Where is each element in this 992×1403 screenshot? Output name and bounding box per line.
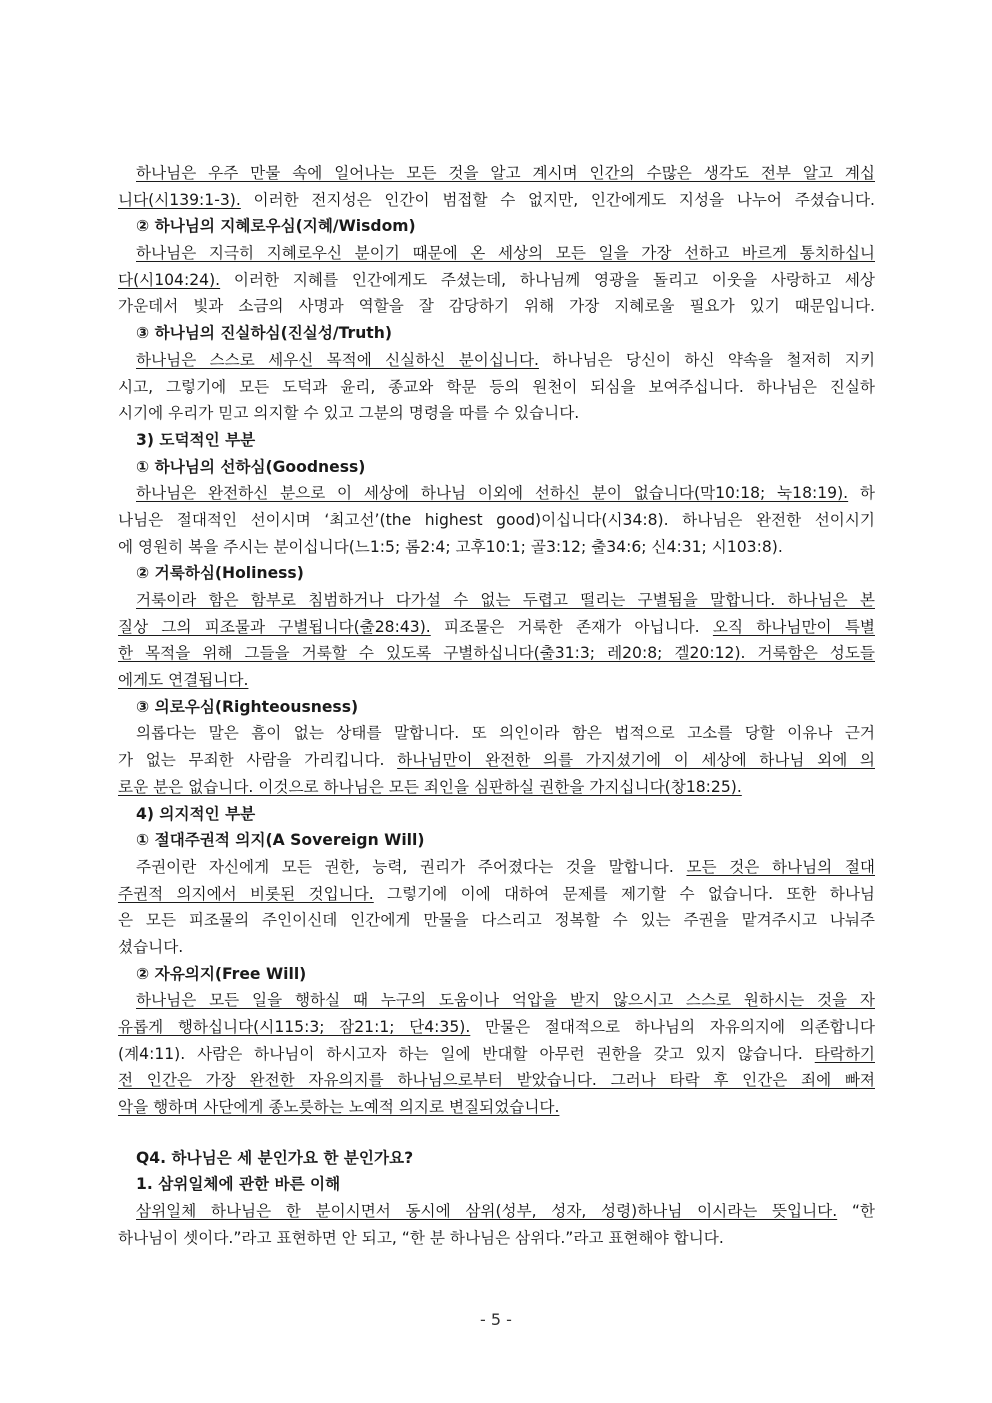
body-text: 그렇기에 이에 대하여 문제를 제기할 수 없습니다. 또한 하나님 xyxy=(373,884,875,903)
underlined-text: 에게도 연결됩니다. xyxy=(118,671,249,690)
paragraph-line xyxy=(118,347,875,374)
underlined-text: 질상 그의 피조물과 구별됩니다(출28:43). xyxy=(118,617,431,636)
underlined-text: 다(시104:24). xyxy=(118,270,221,289)
body-text: 가 없는 무죄한 사람을 가리킵니다. xyxy=(118,751,398,770)
section-spacer xyxy=(118,1121,875,1145)
paragraph-line xyxy=(118,1094,875,1121)
paragraph-line xyxy=(118,1041,875,1068)
body-text: 하나님은 당신이 하신 약속을 철저히 지키 xyxy=(538,350,876,369)
underlined-text: 하나님은 스스로 세우신 목적에 신실하신 분이십니다. xyxy=(136,350,539,369)
paragraph-line: 시고, 그렇기에 모든 도덕과 윤리, 종교와 학문 등의 원천이 되심을 보여주십니다. 하나님은 진실하 xyxy=(118,377,875,396)
underlined-text: 하나님은 모든 일을 행하실 때 누구의 도움이나 억압을 받지 않으시고 스스로 원하시는 것을 자 xyxy=(136,991,875,1010)
paragraph-line: 의롭다는 말은 흠이 없는 상태를 말합니다. 또 의인이라 함은 법적으로 고소를 당할 이유나 근거 xyxy=(136,724,875,743)
underlined-text: 타락하기 xyxy=(814,1044,875,1063)
document-body xyxy=(118,160,875,1252)
paragraph-line xyxy=(118,1014,875,1041)
paragraph-line: 가운데서 빛과 소금의 사명과 역할을 잘 감당하기 위해 가장 지혜로울 필요가 있기 때문입니다. xyxy=(118,297,875,316)
question-heading: Q4. 하나님은 세 분인가요 한 분인가요? xyxy=(136,1148,414,1167)
paragraph-line xyxy=(118,854,875,881)
paragraph-line xyxy=(118,881,875,908)
paragraph-line xyxy=(118,267,875,294)
paragraph-line xyxy=(118,987,875,1014)
paragraph-line: 나님은 절대적인 선이시며 ‘최고선’(the highest good)이십니다(시34:8). 하나님은 완전한 선이시기 xyxy=(118,510,875,529)
section-heading: 3) 도덕적인 부분 xyxy=(136,430,256,449)
underlined-text: 거룩이라 함은 함부로 침범하거나 다가설 수 없는 두렵고 떨리는 구별됨을 말합니다. 하나님은 본 xyxy=(136,591,875,609)
section-heading: 4) 의지적인 부분 xyxy=(136,804,256,823)
paragraph-line: 시기에 우리가 믿고 의지할 수 있고 그분의 명령을 따를 수 있습니다. xyxy=(118,404,580,423)
paragraph-line: 하나님이 셋이다.”라고 표현하면 안 되고, “한 분 하나님은 삼위다.”라고 표현해야 합니다. xyxy=(118,1228,724,1247)
underlined-text: 한 목적을 위해 그들을 거룩할 수 있도록 구별하십니다(출31:3; 레20:8; 겔20:12). 거룩함은 성도들 xyxy=(118,644,875,663)
underlined-text: 모든 것은 하나님의 절대 xyxy=(686,857,875,876)
underlined-text: 전 인간은 가장 완전한 자유의지를 하나님으로부터 받았습니다. 그러나 타락 후 인간은 죄에 빠져 xyxy=(118,1071,875,1090)
paragraph-line xyxy=(118,187,875,214)
paragraph-line xyxy=(118,480,875,507)
paragraph-line xyxy=(118,587,875,614)
paragraph-line xyxy=(118,614,875,641)
paragraph-line xyxy=(118,667,875,694)
underlined-text: 하나님은 완전하신 분으로 이 세상에 하나님 이외에 선하신 분이 없습니다(막10:18; 눅18:19). xyxy=(136,484,849,503)
paragraph-line xyxy=(118,747,875,774)
paragraph-line xyxy=(118,1198,875,1225)
body-text: 하 xyxy=(848,484,875,503)
body-text: 이러한 지혜를 인간에게도 주셨는데, 하나님께 영광을 돌리고 이웃을 사랑하고 세상 xyxy=(220,270,875,289)
paragraph-line xyxy=(118,240,875,267)
section-heading: ③ 하나님의 진실하심(진실성/Truth) xyxy=(136,324,392,343)
underlined-text: 하나님은 지극히 지혜로우신 분이기 때문에 온 세상의 모든 일을 가장 선하고 바르게 통치하십니 xyxy=(136,244,875,263)
section-heading: ① 하나님의 선하심(Goodness) xyxy=(136,457,366,476)
body-text: “한 xyxy=(837,1202,875,1221)
underlined-text: 유롭게 행하십니다(시115:3; 잠21:1; 단4:35). xyxy=(118,1018,471,1036)
underlined-text: 하나님은 우주 만물 속에 일어나는 모든 것을 알고 계시며 인간의 수많은 생각도 전부 알고 계십 xyxy=(136,164,875,182)
paragraph-line xyxy=(118,1067,875,1094)
paragraph-line: 에 영원히 복을 주시는 분이십니다(느1:5; 롬2:4; 고후10:1; 골3:12; 출34:6; 신4:31; 시103:8). xyxy=(118,537,783,556)
body-text: 주권이란 자신에게 모든 권한, 능력, 권리가 주어졌다는 것을 말합니다. xyxy=(136,857,687,876)
section-heading: ② 거룩하심(Holiness) xyxy=(136,564,304,583)
page-number: - 5 - xyxy=(480,1310,512,1329)
underlined-text: 악을 행하며 사단에게 종노릇하는 노예적 의지로 변질되었습니다. xyxy=(118,1098,560,1117)
paragraph-line: 셨습니다. xyxy=(118,937,184,956)
body-text: 피조물은 거룩한 존재가 아닙니다. xyxy=(430,617,713,636)
section-heading: ② 자유의지(Free Will) xyxy=(136,964,307,983)
underlined-text: 오직 하나님만이 특별 xyxy=(712,617,875,636)
paragraph-line xyxy=(118,774,875,801)
underlined-text: 삼위일체 하나님은 한 분이시면서 동시에 삼위(성부, 성자, 성령)하나님 이시라는 뜻입니다. xyxy=(136,1202,838,1221)
body-text: (계4:11). 사람은 하나님이 하시고자 하는 일에 반대할 아무런 권한을 갖고 있지 않습니다. xyxy=(118,1044,815,1063)
underlined-text: 주권적 의지에서 비롯된 것입니다. xyxy=(118,884,374,903)
paragraph-line xyxy=(118,160,875,187)
paragraph-line xyxy=(118,640,875,667)
section-heading: 1. 삼위일체에 관한 바른 이해 xyxy=(136,1175,341,1194)
section-heading: ① 절대주권적 의지(A Sovereign Will) xyxy=(136,831,425,850)
underlined-text: 로운 분은 없습니다. 이것으로 하나님은 모든 죄인을 심판하실 권한을 가지십니다(창18:25). xyxy=(118,777,742,796)
underlined-text: 니다(시139:1-3). xyxy=(118,190,241,209)
body-text: 이러한 전지성은 인간이 범접할 수 없지만, 인간에게도 지성을 나누어 주셨습니다. xyxy=(240,190,875,209)
section-heading: ② 하나님의 지혜로우심(지혜/Wisdom) xyxy=(136,217,416,236)
body-text: 만물은 절대적으로 하나님의 자유의지에 의존합니다 xyxy=(470,1018,875,1036)
section-heading: ③ 의로우심(Righteousness) xyxy=(136,697,359,716)
paragraph-line: 은 모든 피조물의 주인이신데 인간에게 만물을 다스리고 정복할 수 있는 주권을 맡겨주시고 나눠주 xyxy=(118,911,875,930)
underlined-text: 하나님만이 완전한 의를 가지셨기에 이 세상에 하나님 외에 의 xyxy=(397,751,875,770)
